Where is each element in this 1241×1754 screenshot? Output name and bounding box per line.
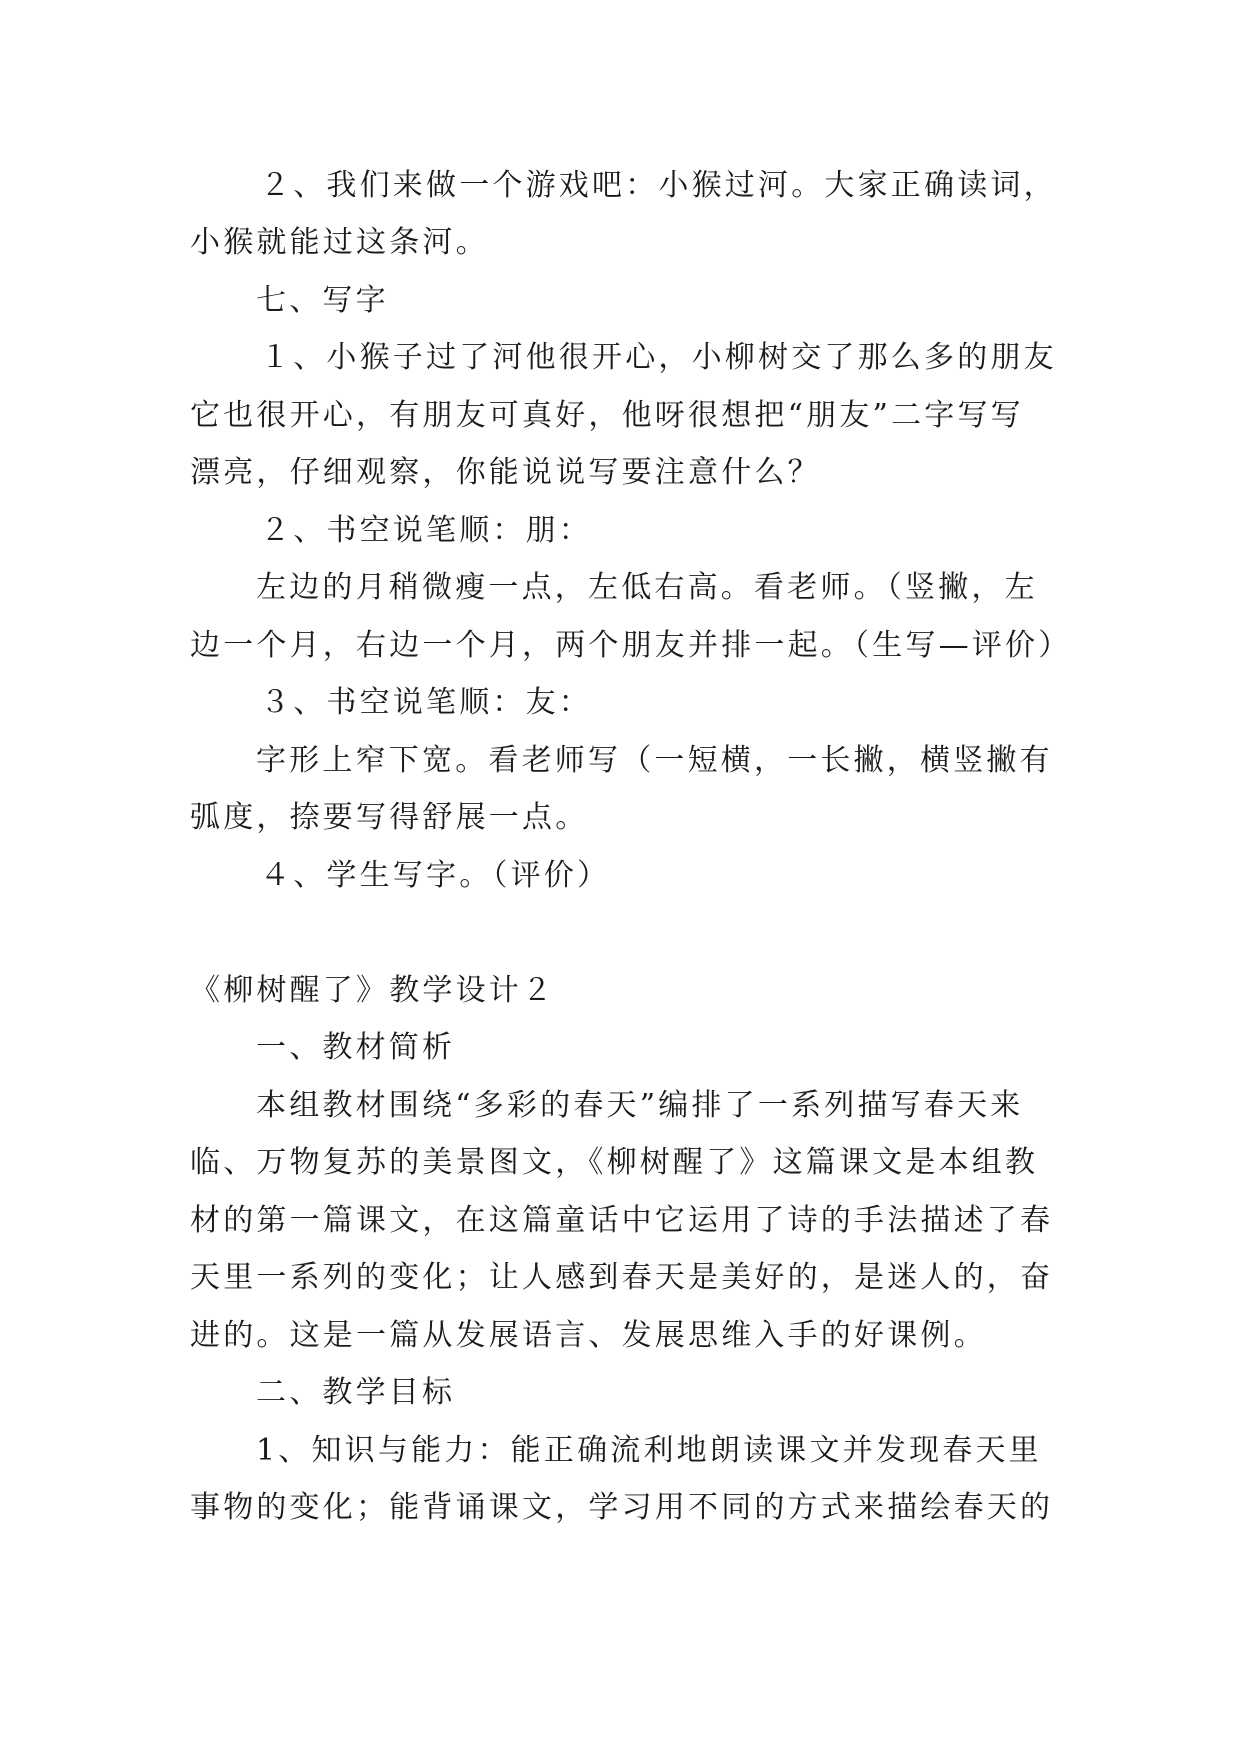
paragraph-line: ３、书空说笔顺：友： [260,685,592,720]
paragraph-line: 事物的变化；能背诵课文，学习用不同的方式来描绘春天的 [190,1490,1054,1525]
section-heading: 一、教材简析 [256,1030,456,1065]
paragraph-line: 进的。这是一篇从发展语言、发展思维入手的好课例。 [190,1318,987,1353]
document-title: 《柳树醒了》教学设计２ [190,973,556,1008]
paragraph-line: 临、万物复苏的美景图文，《柳树醒了》这篇课文是本组教 [190,1145,1039,1180]
section-heading: 二、教学目标 [256,1375,456,1410]
paragraph-line: 小猴就能过这条河。 [190,225,489,260]
paragraph-line: 边一个月，右边一个月，两个朋友并排一起。（生写—评价） [190,628,1072,663]
section-heading: 七、写字 [256,283,389,318]
paragraph-line: 本组教材围绕“多彩的春天”编排了一系列描写春天来 [256,1088,1024,1123]
paragraph-line: ２、我们来做一个游戏吧：小猴过河。大家正确读词， [260,168,1057,203]
paragraph-line: 字形上窄下宽。看老师写（一短横，一长撇，横竖撇有 [256,743,1053,778]
paragraph-line: ４、学生写字。（评价） [260,858,611,893]
paragraph-line: 1、知识与能力：能正确流利地朗读课文并发现春天里 [256,1433,1042,1468]
paragraph-line: １、小猴子过了河他很开心，小柳树交了那么多的朋友 [260,340,1057,375]
paragraph-line: 漂亮，仔细观察，你能说说写要注意什么？ [190,455,821,490]
paragraph-line: ２、书空说笔顺：朋： [260,513,592,548]
paragraph-line: 左边的月稍微瘦一点，左低右高。看老师。（竖撇，左 [256,570,1038,605]
paragraph-line: 天里一系列的变化；让人感到春天是美好的，是迷人的，奋 [190,1260,1054,1295]
paragraph-line: 弧度，捺要写得舒展一点。 [190,800,589,835]
paragraph-line: 它也很开心，有朋友可真好，他呀很想把“朋友”二字写写 [190,398,1024,433]
paragraph-line: 材的第一篇课文，在这篇童话中它运用了诗的手法描述了春 [190,1203,1054,1238]
